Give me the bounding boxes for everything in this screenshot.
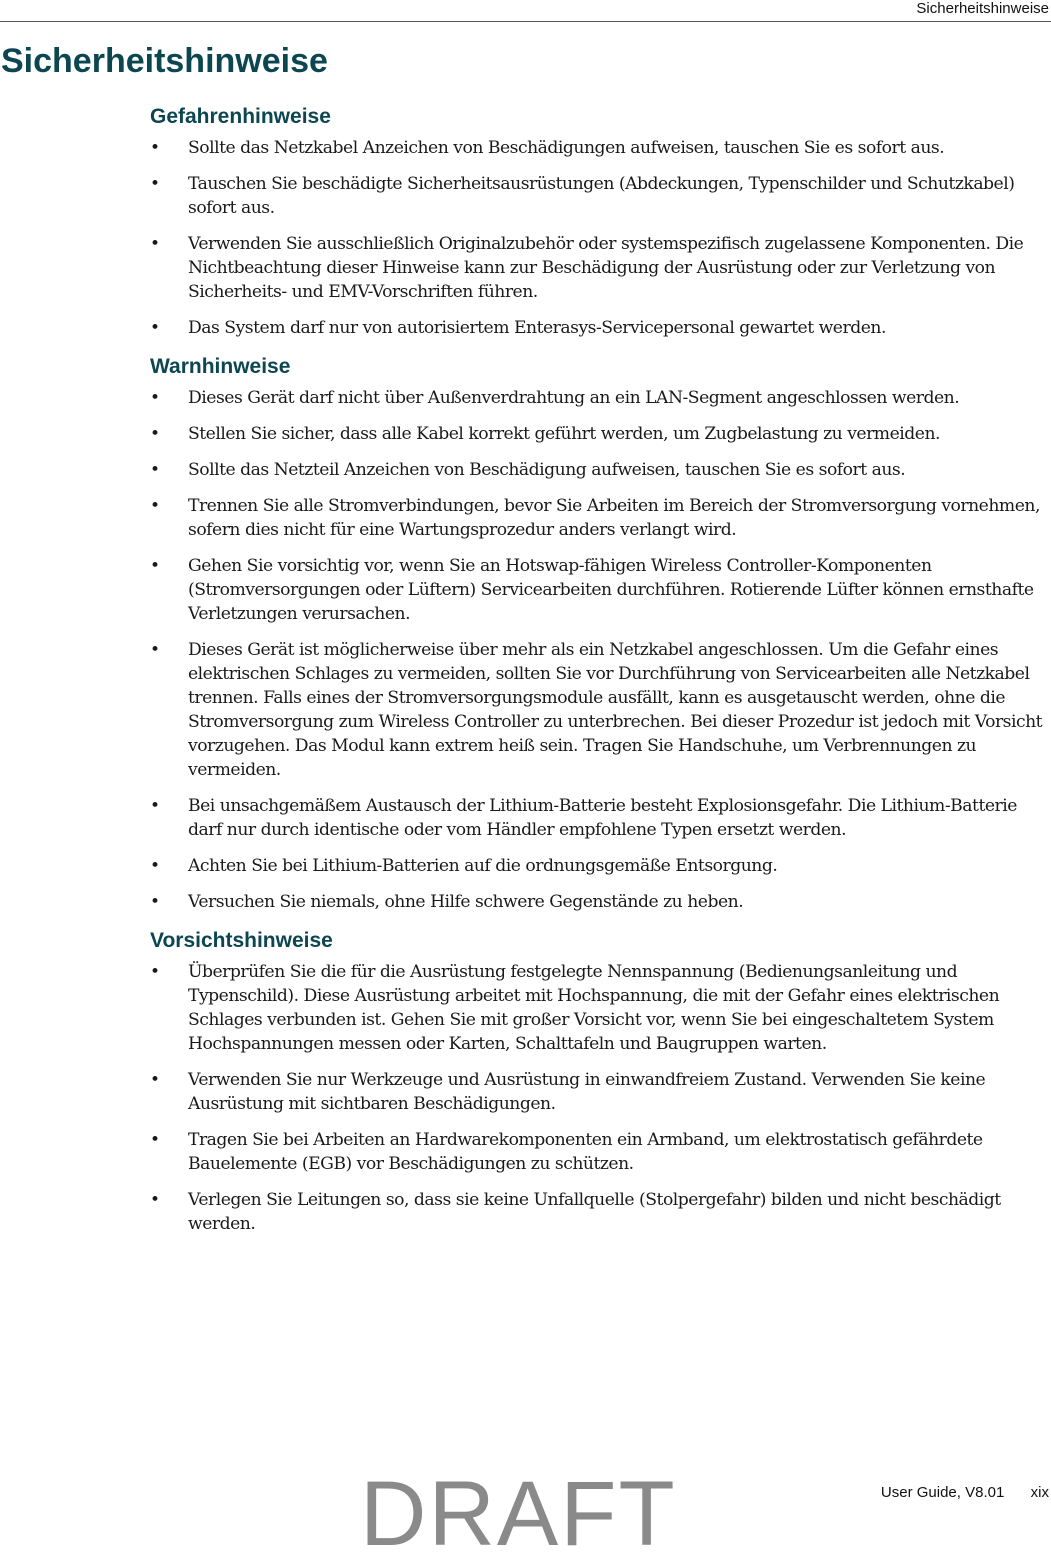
list-item: • Das System darf nur von autorisiertem Enterasys-Servicepersonal gewartet werden. — [150, 316, 1050, 340]
footer-guide-version: User Guide, V8.01 — [880, 1484, 1005, 1501]
list-item: • Stellen Sie sicher, dass alle Kabel korrekt geführt werden, um Zugbelastung zu vermeiden. — [150, 422, 1050, 446]
running-header: Sicherheitshinweise — [916, 0, 1049, 17]
draft-watermark: DRAFT — [360, 1463, 677, 1565]
section-heading-warnhinweise: Warnhinweise — [150, 355, 291, 378]
list-item: • Dieses Gerät ist möglicherweise über mehr als ein Netzkabel angeschlossen. Um die Gefahr eines elektrischen Schlages zu vermeiden, sollten Sie vor Durchführung von Servicearbeiten alle Netzkabel trennen. Falls eines der Stromversorgungsmodule ausfällt, kann es ausgetauscht werden, ohne die Stromversorgung zum Wireless Controller zu unterbrechen. Bei dieser Prozedur ist jedoch mit Vorsicht vorzugehen. Das Modul kann extrem heiß sein. Tragen Sie Handschuhe, um Verbrennungen zu vermeiden. — [150, 638, 1050, 782]
main-content — [150, 104, 1050, 1250]
page-footer — [881, 1484, 1049, 1501]
list-item: • Gehen Sie vorsichtig vor, wenn Sie an Hotswap-fähigen Wireless Controller-Komponenten (Stromversorgungen oder Lüftern) Servicearbeiten durchführen. Rotierende Lüfter können ernsthafte Verletzungen verursachen. — [150, 554, 1050, 626]
section-heading-gefahrenhinweise: Gefahrenhinweise — [150, 105, 331, 128]
list-item: • Achten Sie bei Lithium-Batterien auf die ordnungsgemäße Entsorgung. — [150, 854, 1050, 878]
list-item: • Sollte das Netzkabel Anzeichen von Beschädigungen aufweisen, tauschen Sie es sofort aus. — [150, 136, 1050, 160]
list-item: • Trennen Sie alle Stromverbindungen, bevor Sie Arbeiten im Bereich der Stromversorgung vornehmen, sofern dies nicht für eine Wartungsprozedur anders verlangt wird. — [150, 494, 1050, 542]
list-item: • Überprüfen Sie die für die Ausrüstung festgelegte Nennspannung (Bedienungsanleitung und Typenschild). Diese Ausrüstung arbeitet mit Hochspannung, die mit der Gefahr eines elektrischen Schlages verbunden ist. Gehen Sie mit großer Vorsicht vor, wenn Sie bei eingeschaltetem System Hochspannungen messen oder Karten, Schalttafeln und Baugruppen warten. — [150, 960, 1050, 1056]
list-item: • Tragen Sie bei Arbeiten an Hardwarekomponenten ein Armband, um elektrostatisch gefährdete Bauelemente (EGB) vor Beschädigungen zu schützen. — [150, 1128, 1050, 1176]
warnhinweise-list — [150, 386, 1050, 914]
gefahrenhinweise-list — [150, 136, 1050, 340]
list-item: • Sollte das Netzteil Anzeichen von Beschädigung aufweisen, tauschen Sie es sofort aus. — [150, 458, 1050, 482]
list-item: • Verlegen Sie Leitungen so, dass sie keine Unfallquelle (Stolpergefahr) bilden und nicht beschädigt werden. — [150, 1188, 1050, 1236]
vorsichtshinweise-list — [150, 960, 1050, 1236]
list-item: • Versuchen Sie niemals, ohne Hilfe schwere Gegenstände zu heben. — [150, 890, 1050, 914]
section-heading-vorsichtshinweise: Vorsichtshinweise — [150, 929, 333, 952]
list-item: • Verwenden Sie nur Werkzeuge und Ausrüstung in einwandfreiem Zustand. Verwenden Sie keine Ausrüstung mit sichtbaren Beschädigungen. — [150, 1068, 1050, 1116]
list-item: • Dieses Gerät darf nicht über Außenverdrahtung an ein LAN-Segment angeschlossen werden. — [150, 386, 1050, 410]
list-item: • Tauschen Sie beschädigte Sicherheitsausrüstungen (Abdeckungen, Typenschilder und Schutzkabel) sofort aus. — [150, 172, 1050, 220]
footer-page-number: xix — [1030, 1484, 1049, 1501]
list-item: • Bei unsachgemäßem Austausch der Lithium-Batterie besteht Explosionsgefahr. Die Lithium-Batterie darf nur durch identische oder vom Händler empfohlene Typen ersetzt werden. — [150, 794, 1050, 842]
header-rule — [0, 21, 1051, 22]
page-title: Sicherheitshinweise — [1, 42, 328, 80]
list-item: • Verwenden Sie ausschließlich Originalzubehör oder systemspezifisch zugelassene Komponenten. Die Nichtbeachtung dieser Hinweise kann zur Beschädigung der Ausrüstung oder zur Verletzung von Sicherheits- und EMV-Vorschriften führen. — [150, 232, 1050, 304]
